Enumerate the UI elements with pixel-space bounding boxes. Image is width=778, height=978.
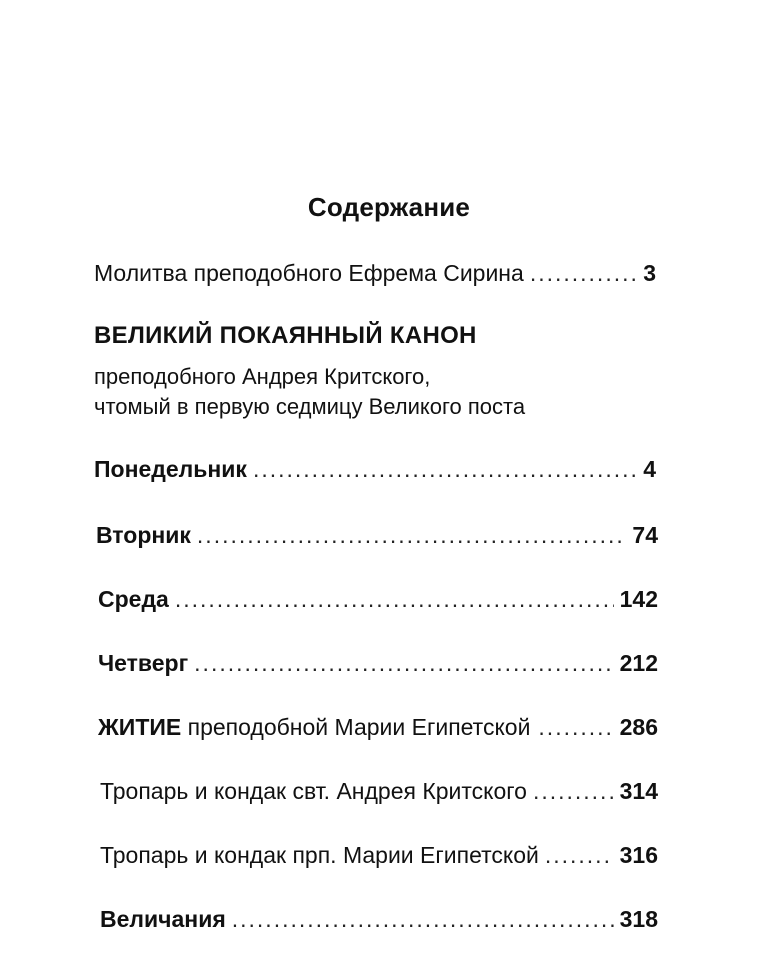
toc-entry-monday (94, 454, 656, 484)
dot-leader (533, 776, 614, 806)
canon-subtitle-1: преподобного Андрея Критского, (94, 364, 431, 389)
dot-leader (232, 904, 614, 934)
life-title-rest: преподобной Марии Египетской (181, 714, 531, 740)
toc-entry-page: 286 (619, 714, 658, 740)
dot-leader (538, 712, 613, 742)
toc-entry-tuesday (96, 520, 658, 550)
dot-leader (253, 454, 637, 484)
dot-leader (545, 840, 614, 870)
toc-entry-page: 74 (632, 522, 658, 548)
toc-entry-troparion-mary (100, 840, 658, 870)
toc-entry-life (98, 712, 658, 742)
toc-entry-page: 3 (643, 260, 656, 286)
toc-entry-page: 142 (619, 586, 658, 612)
dot-leader (175, 584, 614, 614)
toc-entry-title: Четверг (98, 650, 189, 676)
dot-leader (194, 648, 613, 678)
life-title-bold: ЖИТИЕ (98, 714, 182, 740)
toc-entry-page: 4 (643, 456, 656, 482)
toc-entry-title: Молитва преподобного Ефрема Сирина (94, 260, 524, 286)
toc-entry-title: Понедельник (94, 456, 247, 482)
toc-entry-magnifications (100, 904, 658, 934)
toc-entry-title: Величания (100, 906, 226, 932)
dot-leader (197, 520, 626, 550)
toc-entry-page: 318 (619, 906, 658, 932)
canon-heading: ВЕЛИКИЙ ПОКАЯННЫЙ КАНОН (94, 322, 477, 349)
toc-entry-troparion-andrew (100, 776, 658, 806)
toc-entry-thursday (98, 648, 658, 678)
canon-subtitle-2: чтомый в первую седмицу Великого поста (94, 394, 526, 419)
toc-entry-wednesday (98, 584, 658, 614)
toc-entry-title: Тропарь и кондак прп. Марии Египетской (100, 842, 539, 868)
toc-entry-page: 316 (619, 842, 658, 868)
toc-entry-page: 314 (619, 778, 658, 804)
toc-heading: Содержание (307, 192, 471, 222)
toc-entry-page: 212 (619, 650, 658, 676)
toc-entry-title: Вторник (96, 522, 191, 548)
dot-leader (530, 258, 637, 288)
toc-entry-title: Тропарь и кондак свт. Андрея Критского (100, 778, 527, 804)
toc-entry-prayer (94, 258, 656, 288)
toc-entry-title: Среда (98, 586, 169, 612)
toc-entry-title (98, 712, 530, 742)
